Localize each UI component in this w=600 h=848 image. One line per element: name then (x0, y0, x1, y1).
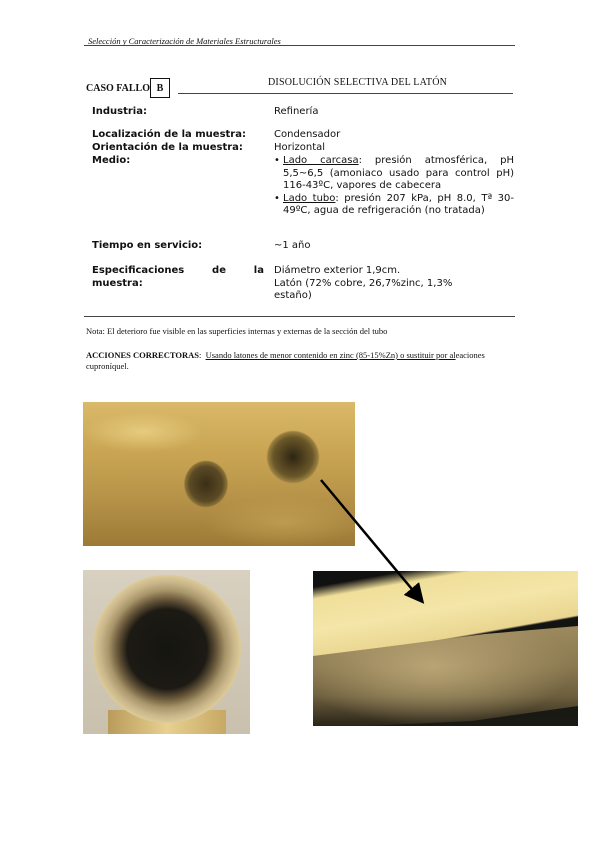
orientacion-value: Horizontal (274, 142, 326, 153)
orientacion-label: Orientación de la muestra: (92, 142, 243, 153)
case-title: DISOLUCIÓN SELECTIVA DEL LATÓN (268, 77, 448, 88)
tiempo-label: Tiempo en servicio: (92, 240, 203, 251)
case-letter: B (156, 82, 164, 94)
medio-label: Medio: (92, 155, 131, 166)
industria-label: Industria: (92, 106, 147, 117)
localizacion-value: Condensador (274, 129, 341, 140)
medio-item-title: Lado carcasa (283, 155, 359, 166)
medio-item-text: : presión atmosférica, pH 5,5~6,5 (amoniaco usado para control pH) 116-43ºC, vapores de cabecera (283, 155, 515, 191)
localizacion-label: Localización de la muestra: (92, 129, 246, 140)
spec-label-word: la (253, 265, 264, 276)
acciones-text-underlined: Usando latones de menor contenido en zinc (85-15%Zn) o sustituir por al (205, 350, 456, 360)
spec-value-line2: Latón (72% cobre, 26,7%zinc, 1,3% estaño) (274, 277, 453, 301)
acciones-label: ACCIONES CORRECTORAS (86, 350, 199, 360)
medio-item-text: : presión 207 kPa, pH 8.0, Tª 30-49ºC, agua de refrigeración (no tratada) (283, 192, 514, 216)
spec-label-line2: muestra: (92, 277, 143, 289)
nota-text: Nota: El deterioro fue visible en las superficies internas y externas de la sección del tubo (86, 326, 388, 336)
acciones-text-rest: eaciones cuproníquel. (86, 350, 485, 371)
spec-value-line1: Diámetro exterior 1,9cm. (274, 265, 401, 276)
spec-label-word: Especificaciones (92, 265, 185, 276)
bullet-icon: • (274, 155, 280, 166)
acciones-sep: : (198, 350, 202, 360)
industria-value: Refinería (274, 106, 319, 117)
case-label: CASO FALLO (86, 83, 150, 94)
bullet-icon: • (274, 192, 280, 204)
spec-label-word: de (212, 265, 226, 276)
header-title: Selección y Caracterización de Materiales Estructurales (88, 36, 281, 46)
tiempo-value: ~1 año (274, 240, 311, 251)
medio-item-title: Lado tubo (283, 192, 336, 204)
